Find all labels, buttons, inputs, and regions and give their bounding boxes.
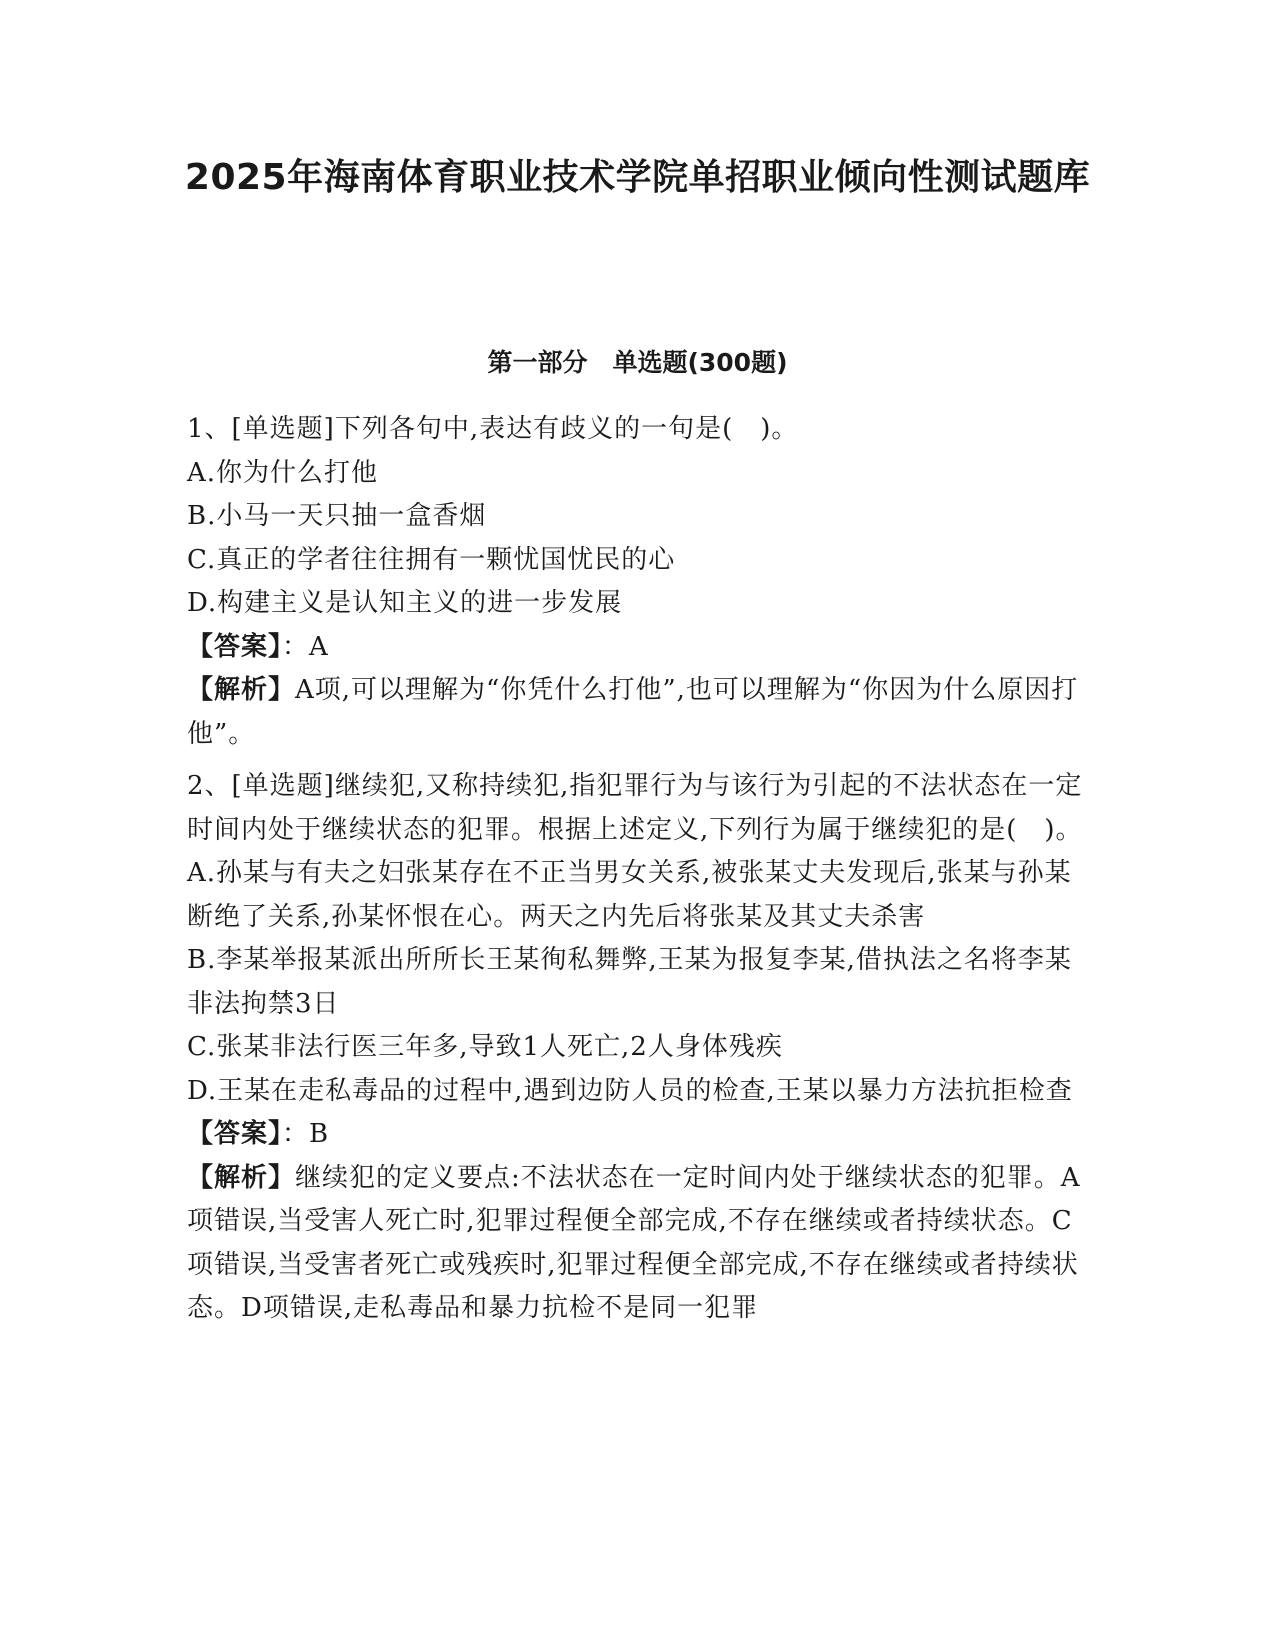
- analysis-line: [187, 1157, 1092, 1331]
- question-stem: 2、[单选题]继续犯,又称持续犯,指犯罪行为与该行为引起的不法状态在一定时间内处于继续状态的犯罪。根据上述定义,下列行为属于继续犯的是( )。: [187, 771, 1083, 845]
- answer-value: ：B: [282, 1119, 330, 1149]
- option-d: D.构建主义是认知主义的进一步发展: [187, 588, 623, 618]
- analysis-text: A项,可以理解为“你凭什么打他”,也可以理解为“你因为什么原因打他”。: [187, 675, 1079, 749]
- question-2: [187, 765, 1092, 1331]
- analysis-text: 继续犯的定义要点:不法状态在一定时间内处于继续状态的犯罪。A项错误,当受害人死亡时,犯罪过程便全部完成,不存在继续或者持续状态。C项错误,当受害者死亡或残疾时,犯罪过程便全部完成,不存在继续或者持续状态。D项错误,走私毒品和暴力抗检不是同一犯罪: [187, 1162, 1081, 1323]
- answer-line: [187, 1113, 1092, 1157]
- option-a: A.你为什么打他: [187, 457, 379, 488]
- option-b: B.小马一天只抽一盒香烟: [187, 501, 487, 531]
- option-c: C.张某非法行医三年多,导致1人死亡,2人身体残疾: [187, 1032, 783, 1062]
- option-d: D.王某在走私毒品的过程中,遇到边防人员的检查,王某以暴力方法抗拒检查: [187, 1075, 1073, 1106]
- question-stem: 1、[单选题]下列各句中,表达有歧义的一句是( )。: [187, 414, 799, 444]
- option-b: B.李某举报某派出所所长王某徇私舞弊,王某为报复李某,借执法之名将李某非法拘禁3日: [187, 945, 1072, 1019]
- answer-label: 【答案】: [187, 1119, 283, 1149]
- answer-line: [187, 626, 1092, 670]
- answer-label: 【答案】: [187, 631, 283, 662]
- section-heading: 第一部分 单选题(300题): [487, 348, 788, 377]
- question-1: [187, 408, 1092, 756]
- option-a: A.孙某与有夫之妇张某存在不正当男女关系,被张某丈夫发现后,张某与孙某断绝了关系,孙某怀恨在心。两天之内先后将张某及其丈夫杀害: [187, 858, 1072, 932]
- answer-value: ：A: [282, 631, 329, 662]
- analysis-label: 【解析】: [187, 1162, 296, 1193]
- analysis-label: 【解析】: [187, 675, 296, 705]
- question-list: [187, 408, 1092, 1340]
- document-title: 2025年海南体育职业技术学院单招职业倾向性测试题库: [184, 157, 1091, 198]
- analysis-line: [187, 669, 1092, 756]
- option-c: C.真正的学者往往拥有一颗忧国忧民的心: [187, 544, 676, 575]
